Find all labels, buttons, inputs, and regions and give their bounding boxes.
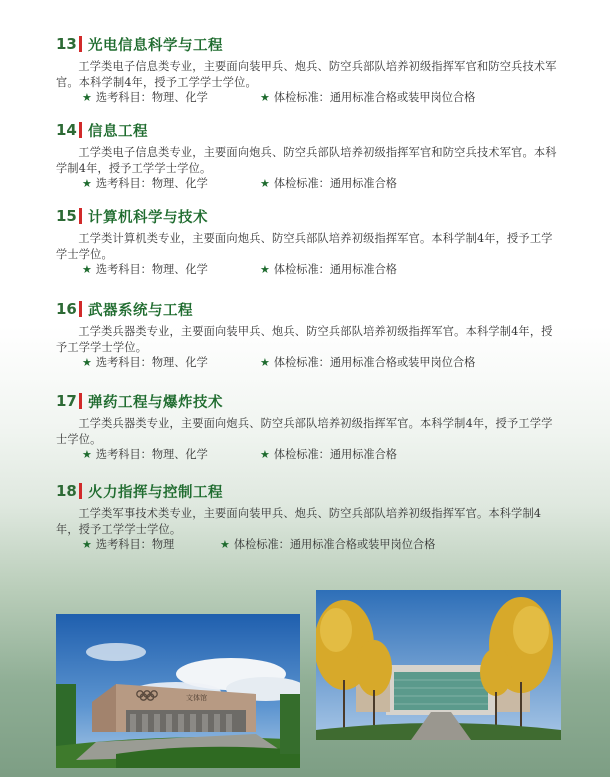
star-icon: ★ xyxy=(82,537,92,551)
major-title: 信息工程 xyxy=(88,123,148,140)
star-icon: ★ xyxy=(260,262,270,276)
major-number: 17 xyxy=(56,392,77,410)
campus-building-photo xyxy=(56,614,300,768)
red-divider-bar xyxy=(79,483,82,499)
major-description: 工学类计算机类专业，主要面向炮兵、防空兵部队培养初级指挥军官。本科学制4年，授予工学学士学位。 xyxy=(56,232,553,261)
red-divider-bar xyxy=(79,122,82,138)
major-description: 工学类军事技术类专业，主要面向装甲兵、炮兵、防空兵部队培养初级指挥军官。本科学制4年，授予工学学士学位。 xyxy=(56,507,542,536)
red-divider-bar xyxy=(79,301,82,317)
major-title: 火力指挥与控制工程 xyxy=(88,484,223,501)
physical-requirement: 体检标准：通用标准合格 xyxy=(273,263,397,276)
subjects-requirement: 选考科目：物理 xyxy=(95,538,175,551)
physical-requirement: 体检标准：通用标准合格或装甲岗位合格 xyxy=(273,356,476,369)
major-requirements xyxy=(82,536,435,552)
major-number: 18 xyxy=(56,482,77,500)
major-heading xyxy=(56,120,148,140)
major-number: 15 xyxy=(56,207,77,225)
major-requirements xyxy=(82,175,397,191)
major-title: 光电信息科学与工程 xyxy=(88,37,223,54)
major-section-16 xyxy=(0,299,610,374)
major-section-15 xyxy=(0,206,610,281)
major-number: 13 xyxy=(56,35,77,53)
subjects-requirement: 选考科目：物理、化学 xyxy=(95,263,208,276)
star-icon: ★ xyxy=(82,90,92,104)
major-requirements xyxy=(82,354,475,370)
red-divider-bar xyxy=(79,36,82,52)
major-description: 工学类兵器类专业，主要面向炮兵、防空兵部队培养初级指挥军官。本科学制4年，授予工学学士学位。 xyxy=(56,417,553,446)
major-heading xyxy=(56,391,223,411)
major-description: 工学类电子信息类专业，主要面向装甲兵、炮兵、防空兵部队培养初级指挥军官和防空兵技术军官。本科学制4年，授予工学学士学位。 xyxy=(56,60,557,89)
star-icon: ★ xyxy=(260,90,270,104)
star-icon: ★ xyxy=(82,176,92,190)
subjects-requirement: 选考科目：物理、化学 xyxy=(95,91,208,104)
physical-requirement: 体检标准：通用标准合格或装甲岗位合格 xyxy=(233,538,436,551)
red-divider-bar xyxy=(79,208,82,224)
major-title: 弹药工程与爆炸技术 xyxy=(88,394,223,411)
major-heading xyxy=(56,299,193,319)
major-number: 16 xyxy=(56,300,77,318)
major-description: 工学类兵器类专业，主要面向装甲兵、炮兵、防空兵部队培养初级指挥军官。本科学制4年，授予工学学士学位。 xyxy=(56,325,553,354)
subjects-requirement: 选考科目：物理、化学 xyxy=(95,448,208,461)
major-heading xyxy=(56,206,208,226)
red-divider-bar xyxy=(79,393,82,409)
major-title: 武器系统与工程 xyxy=(88,302,193,319)
campus-avenue-photo xyxy=(316,590,561,740)
star-icon: ★ xyxy=(260,355,270,369)
subjects-requirement: 选考科目：物理、化学 xyxy=(95,356,208,369)
physical-requirement: 体检标准：通用标准合格 xyxy=(273,448,397,461)
physical-requirement: 体检标准：通用标准合格 xyxy=(273,177,397,190)
star-icon: ★ xyxy=(82,355,92,369)
star-icon: ★ xyxy=(220,537,230,551)
major-heading xyxy=(56,34,223,54)
major-requirements xyxy=(82,89,475,105)
star-icon: ★ xyxy=(260,447,270,461)
major-requirements xyxy=(82,261,397,277)
major-requirements xyxy=(82,446,397,462)
major-title: 计算机科学与技术 xyxy=(88,209,208,226)
subjects-requirement: 选考科目：物理、化学 xyxy=(95,177,208,190)
major-number: 14 xyxy=(56,121,77,139)
star-icon: ★ xyxy=(82,447,92,461)
major-section-18 xyxy=(0,481,610,556)
building-sign: 文体馆 xyxy=(186,694,207,702)
physical-requirement: 体检标准：通用标准合格或装甲岗位合格 xyxy=(273,91,476,104)
major-description: 工学类电子信息类专业，主要面向炮兵、防空兵部队培养初级指挥军官和防空兵技术军官。本科学制4年，授予工学学士学位。 xyxy=(56,146,557,175)
major-section-13 xyxy=(0,34,610,109)
major-section-17 xyxy=(0,391,610,466)
major-section-14 xyxy=(0,120,610,195)
major-heading xyxy=(56,481,223,501)
star-icon: ★ xyxy=(260,176,270,190)
star-icon: ★ xyxy=(82,262,92,276)
